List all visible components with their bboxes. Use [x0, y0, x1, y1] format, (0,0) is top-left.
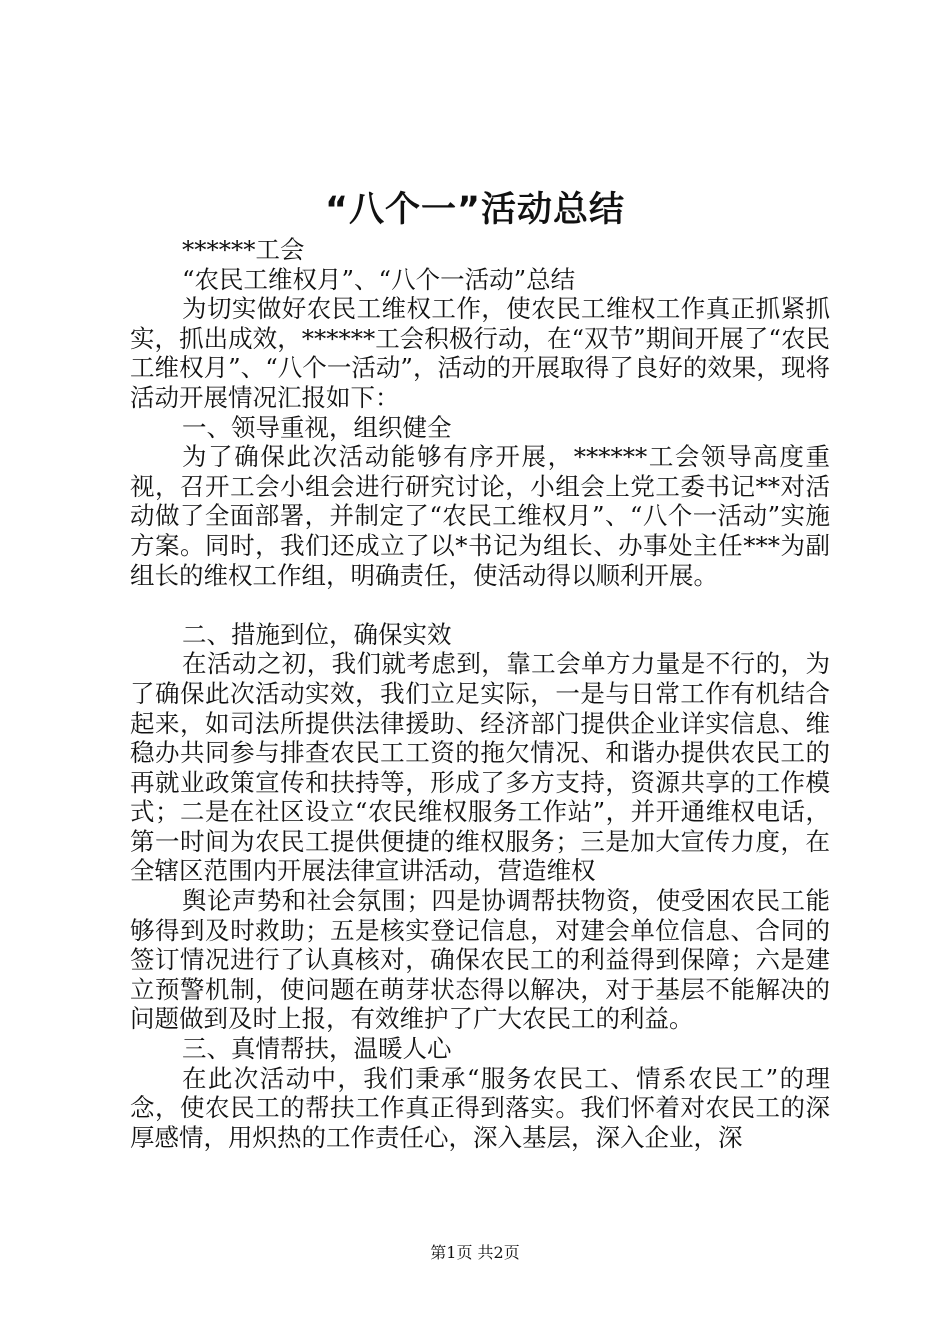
- document-title: “八个一”活动总结: [324, 190, 625, 230]
- paragraph-section-3: 在此次活动中，我们秉承“服务农民工、情系农民工”的理念，使农民工的帮扶工作真正得到落实。我们怀着对农民工的深厚感情，用炽热的工作责任心，深入基层，深入企业，深: [130, 1063, 830, 1152]
- page-number-footer: 第1页 共2页: [430, 1243, 520, 1262]
- paragraph-section-2: 在活动之初，我们就考虑到，靠工会单方力量是不行的，为了确保此次活动实效，我们立足实际，一是与日常工作有机结合起来，如司法所提供法律援助、经济部门提供企业详实信息、维稳办共同参与排查农民工工资的拖欠情况、和谐办提供农民工的再就业政策宣传和扶持等，形成了多方支持，资源共享的工作模式；二是在社区设立“农民维权服务工作站”，并开通维权电话，第一时间为农民工提供便捷的维权服务；三是加大宣传力度，在全辖区范围内开展法律宣讲活动，营造维权: [130, 649, 830, 886]
- paragraph-spacer: [130, 590, 830, 620]
- section-heading-1: 一、领导重视，组织健全: [182, 412, 452, 442]
- document-body: [130, 235, 830, 1152]
- paragraph-section-1: 为了确保此次活动能够有序开展，******工会领导高度重视，召开工会小组会进行研究讨论，小组会上党工委书记**对活动做了全面部署，并制定了“农民工维权月”、“八个一活动”实施方案。同时，我们还成立了以*书记为组长、办事处主任***为副组长的维权工作组，明确责任，使活动得以顺利开展。: [130, 442, 830, 590]
- paragraph-section-2-continued: 舆论声势和社会氛围；四是协调帮扶物资，使受困农民工能够得到及时救助；五是核实登记信息，对建会单位信息、合同的签订情况进行了认真核对，确保农民工的利益得到保障；六是建立预警机制，使问题在萌芽状态得以解决，对于基层不能解决的问题做到及时上报，有效维护了广大农民工的利益。: [130, 886, 830, 1034]
- section-heading-2: 二、措施到位，确保实效: [182, 619, 452, 649]
- paragraph-intro: 为切实做好农民工维权工作，使农民工维权工作真正抓紧抓实，抓出成效，******工会积极行动，在“双节”期间开展了“农民工维权月”、“八个一活动”，活动的开展取得了良好的效果，现将活动开展情况汇报如下：: [130, 294, 830, 412]
- paragraph-subtitle: “农民工维权月”、“八个一活动”总结: [182, 264, 576, 294]
- section-heading-3: 三、真情帮扶，温暖人心: [182, 1034, 452, 1064]
- paragraph-union-name: ******工会: [182, 235, 305, 264]
